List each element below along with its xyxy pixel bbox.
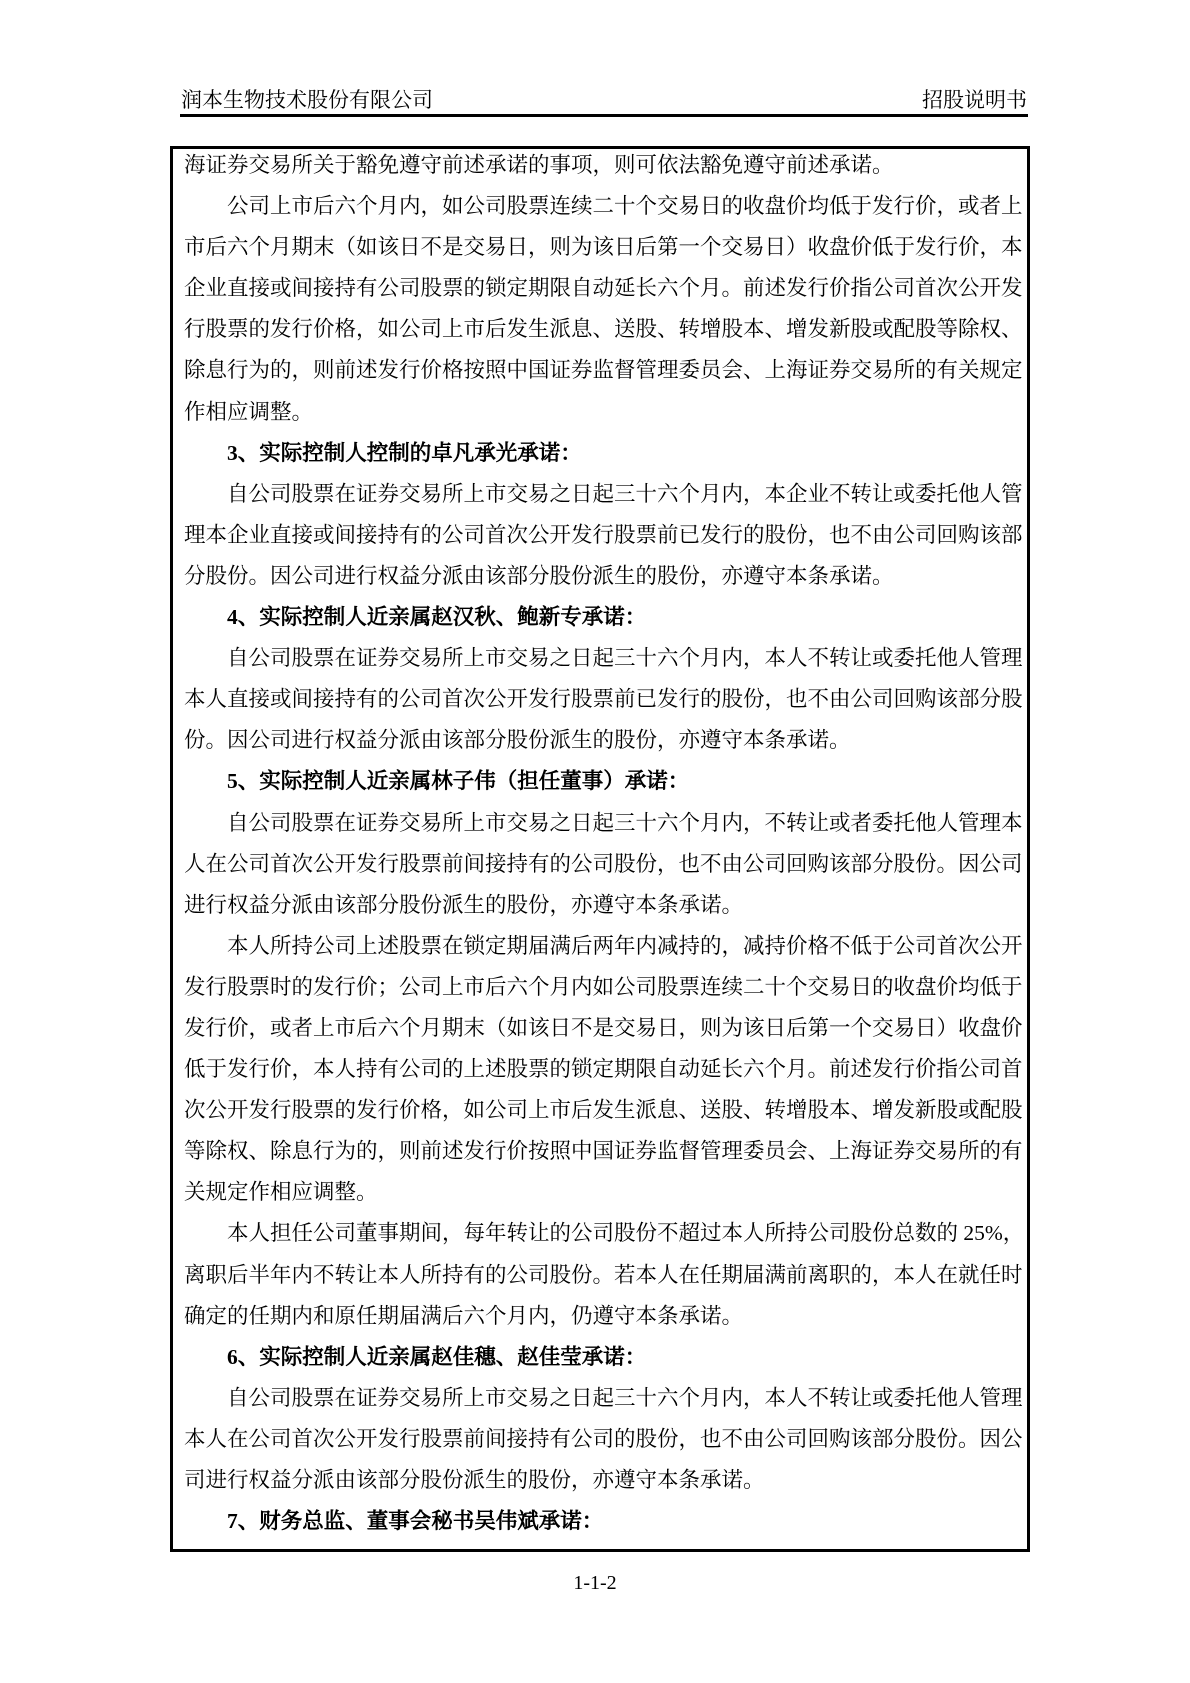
text-line: 分股份。因公司进行权益分派由该部分股份派生的股份，亦遵守本条承诺。 [184, 563, 894, 588]
text-line: 市后六个月期末（如该日不是交易日，则为该日后第一个交易日）收盘价低于发行价，本 [184, 235, 1023, 260]
text-line: 进行权益分派由该部分股份派生的股份，亦遵守本条承诺。 [184, 892, 744, 917]
text-line: 次公开发行股票的发行价格，如公司上市后发生派息、送股、转增股本、增发新股或配股 [184, 1098, 1023, 1123]
text-line: 人在公司首次公开发行股票前间接持有的公司股份，也不由公司回购该部分股份。因公司 [184, 851, 1023, 876]
paragraph [184, 1213, 1025, 1336]
paragraph [184, 926, 1023, 1214]
text-line: 司进行权益分派由该部分股份派生的股份，亦遵守本条承诺。 [184, 1468, 765, 1492]
text-line: 份。因公司进行权益分派由该部分股份派生的股份，亦遵守本条承诺。 [184, 728, 851, 753]
section-heading [184, 1501, 1010, 1542]
paragraph [184, 803, 1023, 926]
text-line: 理本企业直接或间接持有的公司首次公开发行股票前已发行的股份，也不由公司回购该部 [184, 522, 1023, 547]
section-heading [184, 597, 1010, 638]
text-line: 6、实际控制人近亲属赵佳穗、赵佳莹承诺： [227, 1344, 647, 1369]
text-line: 海证券交易所关于豁免遵守前述承诺的事项，则可依法豁免遵守前述承诺。 [184, 153, 894, 177]
header-company-name: 润本生物技术股份有限公司 [181, 88, 433, 112]
section-heading [184, 761, 1010, 802]
text-line: 本人直接或间接持有的公司首次公开发行股票前已发行的股份，也不由公司回购该部分股 [184, 687, 1023, 712]
paragraph [184, 186, 1023, 433]
section-heading [184, 433, 1010, 474]
text-line: 3、实际控制人控制的卓凡承光承诺： [227, 440, 582, 465]
paragraph [184, 145, 1010, 186]
header-rule [180, 114, 1028, 117]
text-line: 公司上市后六个月内，如公司股票连续二十个交易日的收盘价均低于发行价，或者上 [227, 194, 1023, 219]
paragraph [184, 1378, 1023, 1501]
text-line: 行股票的发行价格，如公司上市后发生派息、送股、转增股本、增发新股或配股等除权、 [184, 317, 1023, 342]
text-line: 作相应调整。 [184, 399, 314, 424]
text-line: 本人所持公司上述股票在锁定期届满后两年内减持的，减持价格不低于公司首次公开 [227, 933, 1023, 958]
text-line: 低于发行价，本人持有公司的上述股票的锁定期限自动延长六个月。前述发行价指公司首 [184, 1057, 1023, 1082]
text-line: 自公司股票在证券交易所上市交易之日起三十六个月内，不转让或者委托他人管理本 [227, 810, 1023, 835]
text-line: 本人担任公司董事期间，每年转让的公司股份不超过本人所持公司股份总数的 25%， [227, 1221, 1025, 1246]
text-line: 除息行为的，则前述发行价格按照中国证券监督管理委员会、上海证券交易所的有关规定 [184, 358, 1023, 383]
text-line: 自公司股票在证券交易所上市交易之日起三十六个月内，本企业不转让或委托他人管 [227, 481, 1023, 506]
text-line: 7、财务总监、董事会秘书吴伟斌承诺： [227, 1509, 604, 1534]
text-line: 4、实际控制人近亲属赵汉秋、鲍新专承诺： [227, 605, 647, 630]
section-heading [184, 1337, 1010, 1378]
text-line: 5、实际控制人近亲属林子伟（担任董事）承诺： [227, 769, 690, 794]
paragraph [184, 638, 1023, 761]
text-line: 本人在公司首次公开发行股票前间接持有公司的股份，也不由公司回购该部分股份。因公 [184, 1426, 1023, 1451]
text-line: 确定的任期内和原任期届满后六个月内，仍遵守本条承诺。 [184, 1303, 744, 1328]
text-line: 发行价，或者上市后六个月期末（如该日不是交易日，则为该日后第一个交易日）收盘价 [184, 1015, 1023, 1040]
content-frame [170, 146, 1030, 1552]
text-line: 自公司股票在证券交易所上市交易之日起三十六个月内，本人不转让或委托他人管理 [227, 646, 1023, 671]
text-line: 自公司股票在证券交易所上市交易之日起三十六个月内，本人不转让或委托他人管理 [227, 1385, 1023, 1410]
text-line: 发行股票时的发行价；公司上市后六个月内如公司股票连续二十个交易日的收盘价均低于 [184, 974, 1023, 999]
text-line: 等除权、除息行为的，则前述发行价按照中国证券监督管理委员会、上海证券交易所的有 [184, 1139, 1023, 1164]
text-line: 离职后半年内不转让本人所持有的公司股份。若本人在任期届满前离职的，本人在就任时 [184, 1262, 1023, 1287]
document-body [184, 145, 1025, 1542]
text-line: 关规定作相应调整。 [184, 1180, 378, 1205]
paragraph [184, 474, 1023, 597]
text-line: 企业直接或间接持有公司股票的锁定期限自动延长六个月。前述发行价指公司首次公开发 [184, 276, 1023, 301]
header-document-title: 招股说明书 [922, 88, 1027, 112]
page-number: 1-1-2 [573, 1572, 617, 1594]
